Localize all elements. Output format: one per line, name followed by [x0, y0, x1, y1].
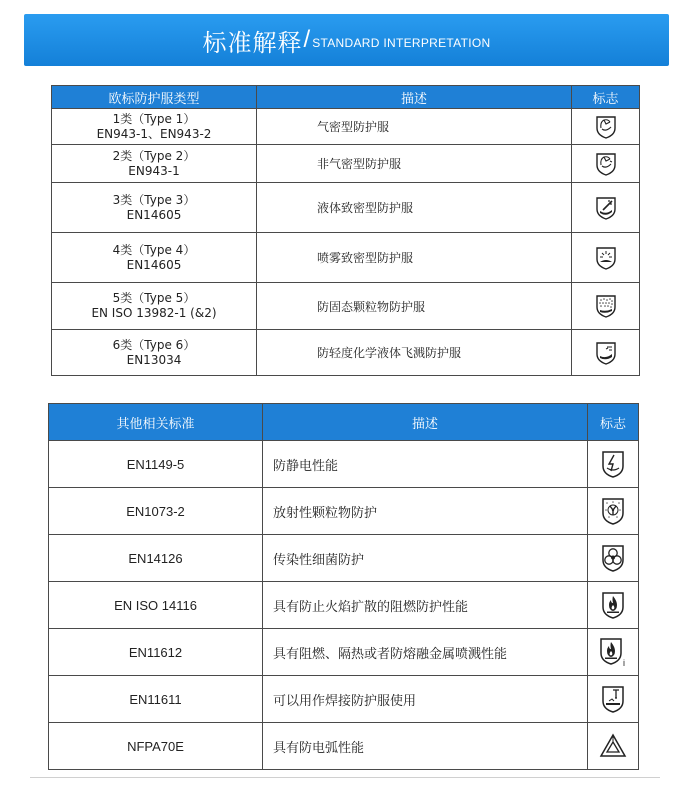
table-row [49, 582, 639, 629]
type-standard: EN943-1、EN943-2 [96, 126, 212, 141]
particles-icon [595, 294, 617, 318]
header-banner [24, 14, 669, 66]
biohazard-icon [600, 543, 626, 573]
type-cell [52, 109, 257, 145]
icon-subscript: i [623, 658, 625, 668]
radioactive-particles-icon [600, 496, 626, 526]
symbol-cell [572, 183, 640, 233]
type-standard: EN ISO 13982-1 (&2) [91, 306, 217, 320]
description-cell: 液体致密型防护服 [257, 183, 572, 233]
spray-icon [595, 246, 617, 270]
type-standard: EN943-1 [128, 163, 180, 178]
type-class: 5类（Type 5） [112, 291, 196, 305]
symbol-cell [588, 723, 639, 770]
symbol-cell [588, 488, 639, 535]
table-row [52, 233, 640, 283]
standard-cell: EN11612 [49, 629, 263, 676]
symbol-cell [588, 629, 639, 676]
description-cell: 具有防止火焰扩散的阻燃防护性能 [263, 582, 588, 629]
symbol-cell [588, 535, 639, 582]
symbol-cell [572, 283, 640, 330]
symbol-cell [572, 233, 640, 283]
table-row [49, 676, 639, 723]
table-row [52, 330, 640, 376]
non-gas-tight-suit-icon [595, 152, 617, 176]
type-cell [52, 183, 257, 233]
antistatic-icon [600, 449, 626, 479]
banner-title-cn: 标准解释 [202, 28, 303, 57]
banner-separator: / [303, 26, 311, 53]
standard-cell: EN ISO 14116 [49, 582, 263, 629]
table-row [52, 283, 640, 330]
standard-cell: EN1073-2 [49, 488, 263, 535]
type-class: 2类（Type 2） [112, 148, 196, 163]
table-row [52, 145, 640, 183]
table-header-row [52, 86, 640, 109]
symbol-cell [588, 582, 639, 629]
standard-cell: NFPA70E [49, 723, 263, 770]
header-type: 欧标防护服类型 [52, 86, 257, 109]
description-cell: 防轻度化学液体飞溅防护服 [257, 330, 572, 376]
table-row [52, 109, 640, 145]
description-cell: 气密型防护服 [257, 109, 572, 145]
description-cell: 防静电性能 [263, 441, 588, 488]
header-standard: 其他相关标准 [49, 404, 263, 441]
type-class: 1类（Type 1） [112, 111, 196, 126]
type-class: 4类（Type 4） [112, 242, 196, 257]
header-description: 描述 [263, 404, 588, 441]
description-cell: 传染性细菌防护 [263, 535, 588, 582]
other-standards-table [48, 403, 639, 770]
table-row [49, 629, 639, 676]
table-row [49, 723, 639, 770]
light-splash-icon [595, 341, 617, 365]
table-row [49, 488, 639, 535]
standard-cell: EN11611 [49, 676, 263, 723]
standard-cell: EN14126 [49, 535, 263, 582]
description-cell: 具有防电弧性能 [263, 723, 588, 770]
symbol-cell [572, 330, 640, 376]
table-row [49, 441, 639, 488]
table-row [49, 535, 639, 582]
welding-icon [600, 684, 626, 714]
standard-cell: EN1149-5 [49, 441, 263, 488]
description-cell: 防固态颗粒物防护服 [257, 283, 572, 330]
gas-tight-suit-icon [595, 115, 617, 139]
type-cell [52, 233, 257, 283]
header-description: 描述 [257, 86, 572, 109]
protective-clothing-types-table [51, 85, 640, 376]
type-cell [52, 145, 257, 183]
liquid-jet-icon [595, 196, 617, 220]
description-cell: 放射性颗粒物防护 [263, 488, 588, 535]
type-cell [52, 330, 257, 376]
description-cell: 喷雾致密型防护服 [257, 233, 572, 283]
type-class: 6类（Type 6） [112, 337, 196, 352]
description-cell: 具有阻燃、隔热或者防熔融金属喷溅性能 [263, 629, 588, 676]
symbol-cell [588, 441, 639, 488]
symbol-cell [572, 145, 640, 183]
symbol-cell [588, 676, 639, 723]
type-cell [52, 283, 257, 330]
description-cell: 可以用作焊接防护服使用 [263, 676, 588, 723]
type-standard: EN14605 [126, 257, 182, 272]
bottom-divider [30, 777, 660, 778]
description-cell: 非气密型防护服 [257, 145, 572, 183]
symbol-cell [572, 109, 640, 145]
header-symbol: 标志 [588, 404, 639, 441]
type-standard: EN13034 [126, 352, 182, 367]
header-symbol: 标志 [572, 86, 640, 109]
banner-title-en: STANDARD INTERPRETATION [312, 36, 491, 50]
type-standard: EN14605 [126, 207, 182, 222]
arc-flash-icon [599, 732, 627, 760]
type-class: 3类（Type 3） [112, 192, 196, 207]
table-header-row [49, 404, 639, 441]
table-row [52, 183, 640, 233]
flame-icon [600, 590, 626, 620]
flame-heat-icon [598, 636, 628, 668]
